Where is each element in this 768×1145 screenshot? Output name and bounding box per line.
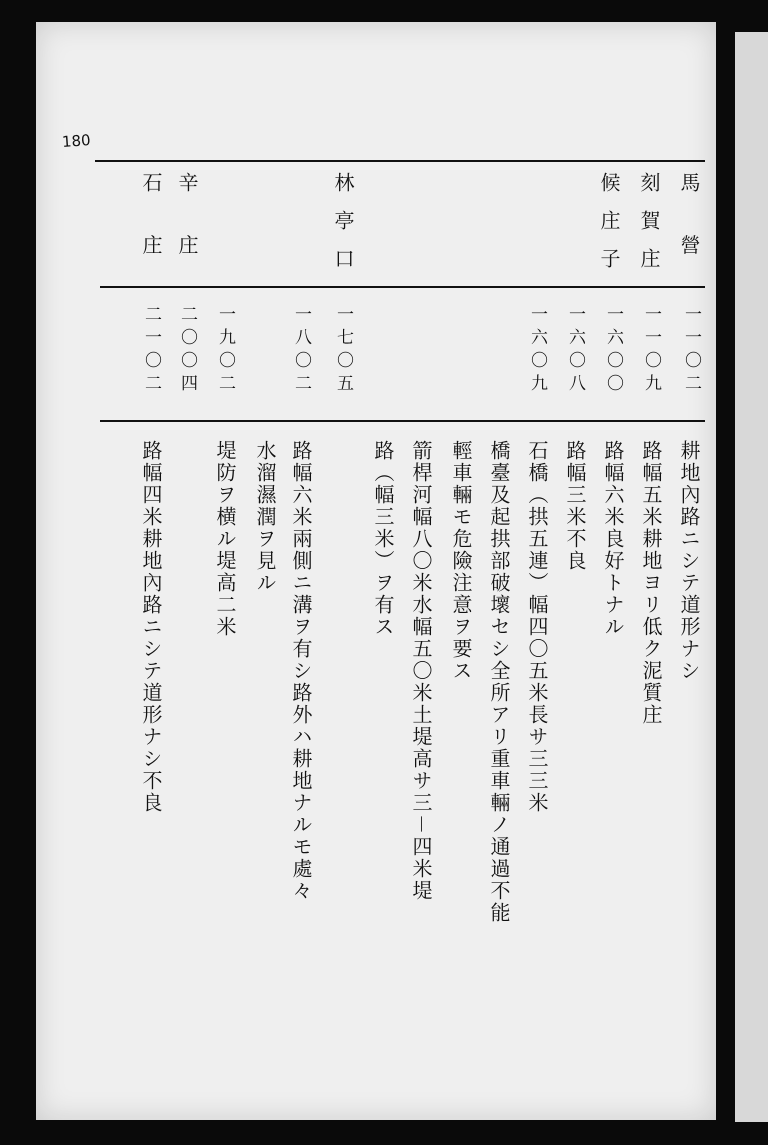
distance-number: 二一〇二 xyxy=(141,305,161,397)
description: 水溜濕潤ヲ見ル xyxy=(253,440,277,594)
distance-number: 一七〇五 xyxy=(333,305,353,397)
description: 箭桿河幅八〇米水幅五〇米土堤高サ三－四米堤 xyxy=(409,440,433,902)
distance-number: 一一〇二 xyxy=(681,305,701,397)
place-name: 林亭口 xyxy=(331,172,355,286)
description: 路幅六米兩側ニ溝ヲ有シ路外ハ耕地ナルモ處々 xyxy=(289,440,313,902)
top-rule xyxy=(95,160,705,162)
place-rule xyxy=(100,286,705,288)
place-name: 辛 庄 xyxy=(175,172,199,273)
number-rule xyxy=(100,420,705,422)
description: 路（幅三米）ヲ有ス xyxy=(371,440,395,638)
description: 路幅三米不良 xyxy=(563,440,587,572)
place-name: 刻賀庄 xyxy=(637,172,661,286)
page-number: 180 xyxy=(61,131,92,151)
description: 路幅六米良好トナル xyxy=(601,440,625,638)
description: 堤防ヲ横ル堤高二米 xyxy=(213,440,237,638)
distance-number: 一一〇九 xyxy=(641,305,661,397)
distance-number: 一六〇九 xyxy=(527,305,547,397)
description: 路幅四米耕地內路ニシテ道形ナシ不良 xyxy=(139,440,163,814)
place-name: 馬 營 xyxy=(677,172,701,273)
place-name: 石 庄 xyxy=(139,172,163,273)
description: 橋臺及起拱部破壞セシ全所アリ重車輛ノ通過不能 xyxy=(487,440,511,924)
description: 石橋（拱五連）幅四〇五米長サ三三米 xyxy=(525,440,549,814)
distance-number: 一九〇二 xyxy=(215,305,235,397)
description: 路幅五米耕地ヨリ低ク泥質庄 xyxy=(639,440,663,726)
distance-number: 一八〇二 xyxy=(291,305,311,397)
place-name: 候庄子 xyxy=(597,172,621,286)
distance-number: 一六〇〇 xyxy=(603,305,623,397)
distance-number: 二〇〇四 xyxy=(177,305,197,397)
description: 耕地內路ニシテ道形ナシ xyxy=(677,440,701,682)
distance-number: 一六〇八 xyxy=(565,305,585,397)
adjacent-page-edge xyxy=(735,32,768,1122)
description: 輕車輛モ危險注意ヲ要ス xyxy=(449,440,473,682)
